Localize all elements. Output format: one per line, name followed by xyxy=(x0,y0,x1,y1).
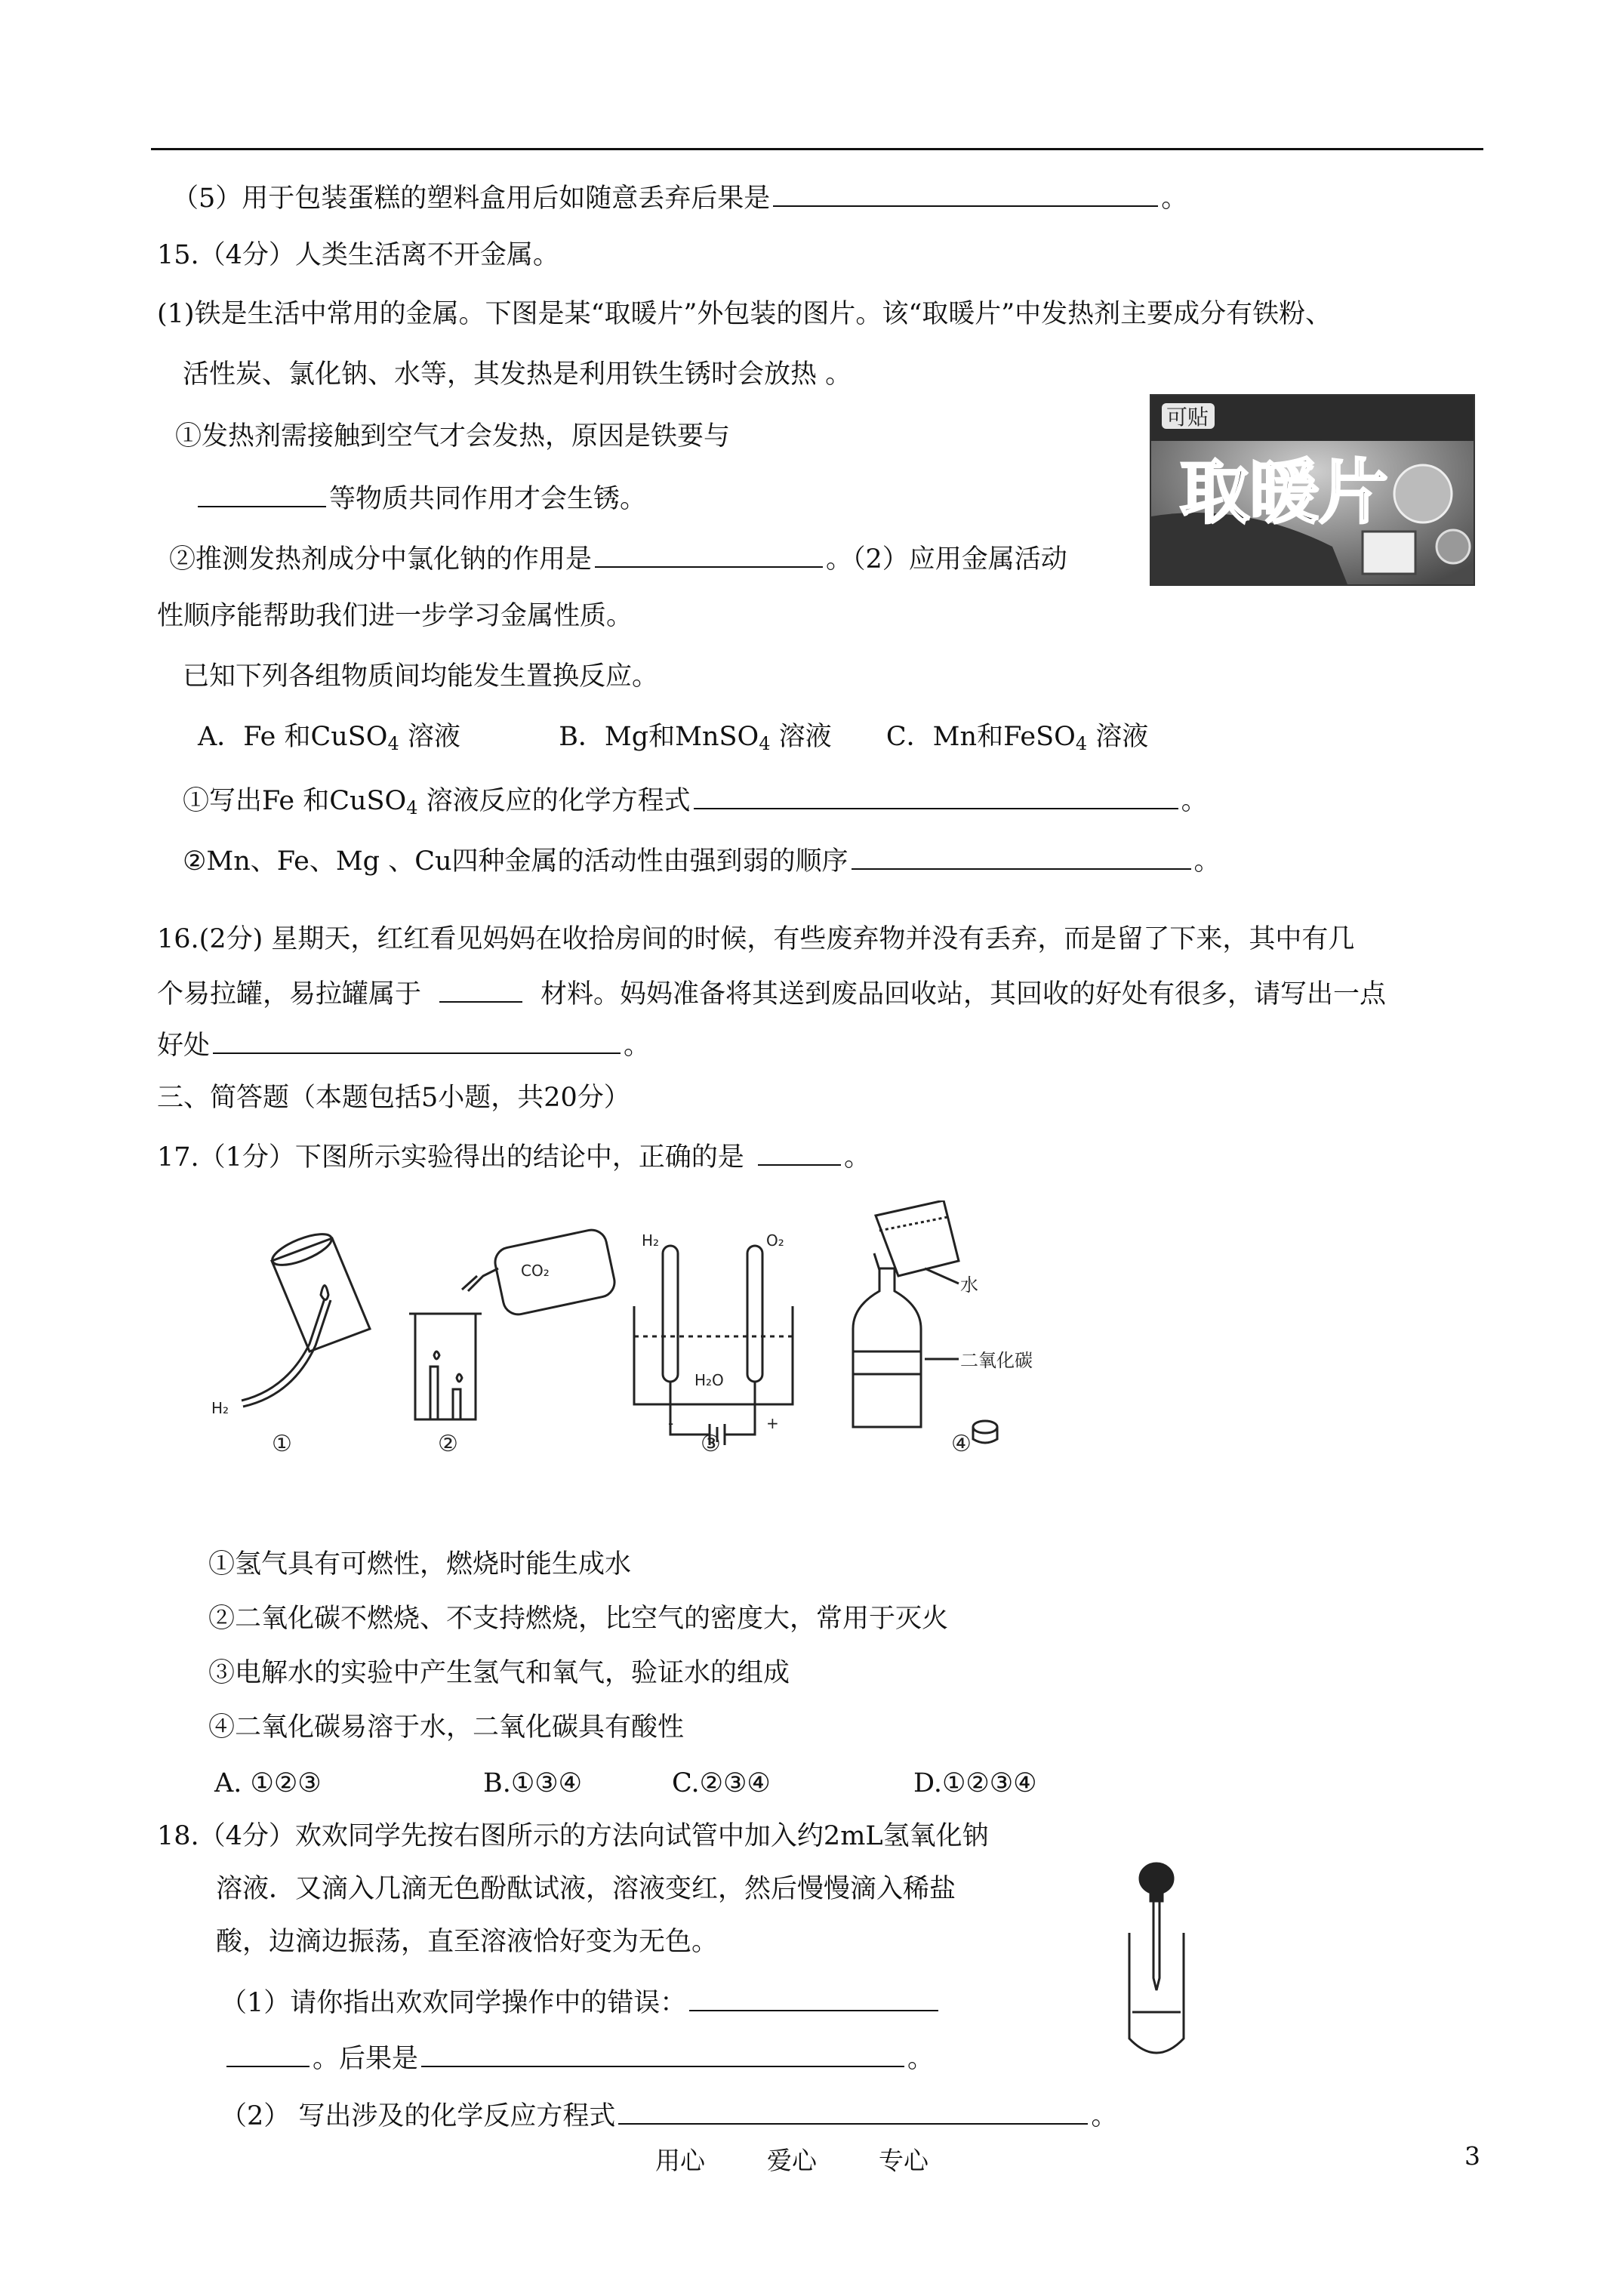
label-num-2: ② xyxy=(438,1431,458,1457)
q14-5-text: （5）用于包装蛋糕的塑料盒用后如随意丢弃后果是 xyxy=(172,183,771,214)
label-num-3: ③ xyxy=(701,1431,721,1457)
label-h2-3: H₂ xyxy=(642,1231,660,1250)
label-num-4: ④ xyxy=(951,1431,972,1457)
q15-write1: ①写出Fe 和CuSO$_4$ 溶液反应的化学方程式 。 xyxy=(183,781,1208,824)
answer-blank xyxy=(213,1025,621,1054)
dropper-test-tube-figure xyxy=(1102,1850,1208,2061)
label-co2: CO₂ xyxy=(521,1262,550,1280)
q16-line2: 个易拉罐，易拉罐属于 材料。妈妈准备将其送到废品回收站，其回收的好处有很多，请写出一点 xyxy=(157,974,1386,1011)
q17-option-a: A. ①②③ xyxy=(214,1768,322,1798)
experiment-4-drawing xyxy=(853,1200,997,1443)
answer-blank xyxy=(689,1983,938,2011)
q17-statement-3: ③电解水的实验中产生氢气和氧气，验证水的组成 xyxy=(208,1658,790,1688)
label-num-1: ① xyxy=(272,1431,292,1457)
q17-option-c: C.②③④ xyxy=(672,1768,771,1798)
label-h2-1: H₂ xyxy=(211,1399,229,1417)
q17-statement-2: ②二氧化碳不燃烧、不支持燃烧，比空气的密度大，常用于灭火 xyxy=(208,1604,949,1634)
q17-option-b: B.①③④ xyxy=(483,1768,582,1798)
footer-motto-3: 专心 xyxy=(879,2146,929,2175)
answer-blank xyxy=(618,2096,1088,2125)
q15-p1-line2: 活性炭、氯化钠、水等，其发热是利用铁生锈时会放热 。 xyxy=(183,359,852,390)
photo-title-text: 取暖片 xyxy=(1180,452,1389,533)
q15-write2: ②Mn、Fe、Mg 、Cu四种金属的活动性由强到弱的顺序 。 xyxy=(183,841,1221,878)
q16-line3: 好处 。 xyxy=(157,1025,650,1062)
answer-blank xyxy=(773,178,1158,207)
footer-motto-2: 爱心 xyxy=(767,2146,817,2175)
answer-blank xyxy=(595,539,823,568)
q18-answer1: （1）请你指出欢欢同学操作中的错误： xyxy=(220,1983,941,2020)
q14-5-line: （5）用于包装蛋糕的塑料盒用后如随意丢弃后果是 。 xyxy=(172,178,1187,215)
answer-blank xyxy=(758,1137,841,1166)
q17-option-d: D.①②③④ xyxy=(913,1768,1037,1798)
q15-known: 已知下列各组物质间均能发生置换反应。 xyxy=(183,661,659,692)
answer-blank xyxy=(421,2039,904,2067)
q18-line1: 18.（4分）欢欢同学先按右图所示的方法向试管中加入约2mL氢氧化钠 xyxy=(157,1821,989,1851)
answer-blank xyxy=(439,974,522,1003)
q15-p1-line1: (1)铁是生活中常用的金属。下图是某“取暖片”外包装的图片。该“取暖片”中发热剂主要成分有铁粉、 xyxy=(157,299,1332,329)
answer-blank xyxy=(694,781,1178,809)
q15-sub1-line1: ①发热剂需接触到空气才会发热，原因是铁要与 xyxy=(175,421,731,451)
q17-statement-1: ①氢气具有可燃性，燃烧时能生成水 xyxy=(208,1549,632,1579)
page-number: 3 xyxy=(1464,2141,1480,2171)
q18-line3: 酸，边滴边振荡，直至溶液恰好变为无色。 xyxy=(216,1927,719,1957)
label-minus: - xyxy=(668,1414,674,1432)
option-c: C．Mn和FeSO$_4$ 溶液 xyxy=(885,722,1149,754)
photo-tag-text: 可贴 xyxy=(1166,405,1209,430)
q15-p2-cont: 性顺序能帮助我们进一步学习金属性质。 xyxy=(157,601,633,631)
experiment-2-drawing xyxy=(409,1227,617,1419)
hand-warmer-photo xyxy=(1150,394,1475,586)
label-co2-cn: 二氧化碳 xyxy=(960,1350,1033,1371)
q15-sub2: ②推测发热剂成分中氯化钠的作用是 。（2）应用金属活动 xyxy=(169,539,1067,576)
answer-blank xyxy=(226,2039,310,2067)
q15-sub1-line2: 等物质共同作用才会生锈。 xyxy=(198,479,646,516)
q15-options xyxy=(198,720,1148,760)
header-rule xyxy=(151,148,1483,150)
label-water: 水 xyxy=(960,1274,978,1296)
q17-statement-4: ④二氧化碳易溶于水，二氧化碳具有酸性 xyxy=(208,1712,685,1743)
section-3-heading: 三、简答题（本题包括5小题，共20分） xyxy=(157,1083,630,1113)
q16-line1: 16.(2分) 星期天，红红看见妈妈在收拾房间的时候，有些废弃物并没有丢弃，而是留了下来，其中有几 xyxy=(157,924,1355,954)
q15-title: 15.（4分）人类生活离不开金属。 xyxy=(157,240,559,270)
q17-title: 17.（1分）下图所示实验得出的结论中，正确的是 。 xyxy=(157,1137,870,1174)
footer-motto-1: 用心 xyxy=(655,2146,705,2175)
label-h2o: H₂O xyxy=(694,1371,724,1389)
answer-blank xyxy=(852,841,1191,870)
q18-answer2: （2） 写出涉及的化学反应方程式 。 xyxy=(220,2096,1117,2133)
label-o2: O₂ xyxy=(766,1231,784,1250)
label-plus: + xyxy=(766,1414,779,1432)
answer-blank xyxy=(198,479,326,507)
q17-experiments-figure xyxy=(196,1200,1147,1457)
option-b: B．Mg和MnSO$_4$ 溶液 xyxy=(559,722,832,754)
experiment-1-drawing xyxy=(242,1228,370,1407)
option-a: A．Fe 和CuSO$_4$ 溶液 xyxy=(198,722,460,754)
q18-line2: 溶液．又滴入几滴无色酚酞试液，溶液变红，然后慢慢滴入稀盐 xyxy=(216,1874,956,1904)
q18-answer1-cont: 。后果是 。 xyxy=(226,2039,934,2076)
